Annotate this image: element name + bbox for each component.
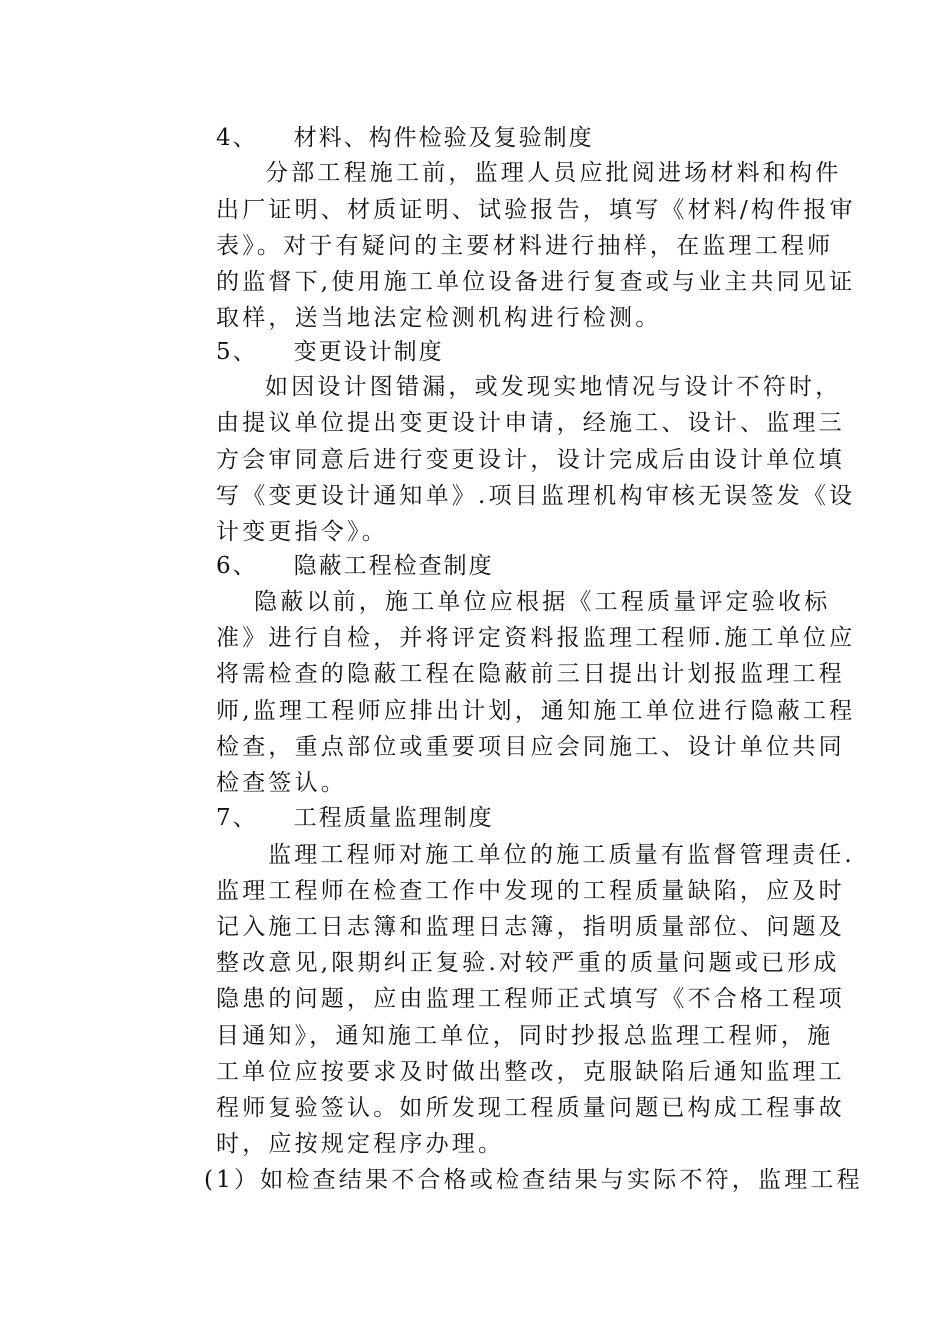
- section-6-number: 6、: [216, 553, 258, 579]
- section-7-line-6: 目通知》，通知施工单位，同时抄报总监理工程师，施: [216, 1023, 834, 1049]
- section-6-title: 隐蔽工程检查制度: [293, 553, 494, 579]
- list-item-1: (1）如检查结果不合格或检查结果与实际不符，监理工程: [204, 1167, 863, 1193]
- section-5-heading: [216, 334, 444, 370]
- section-6-line-4: 师,监理工程师应排出计划，通知施工单位进行隐蔽工程: [216, 698, 856, 724]
- section-4-line-1: 分部工程施工前，监理人员应批阅进场材料和构件: [265, 160, 842, 186]
- section-5-line-3: 方会审同意后进行变更设计，设计完成后由设计单位填: [216, 447, 845, 473]
- section-5-line-1: 如因设计图错漏，或发现实地情况与设计不符时，: [265, 374, 842, 400]
- section-7-line-3: 记入施工日志簿和监理日志簿，指明质量部位、问题及: [216, 914, 845, 940]
- section-6-line-1: 隐蔽以前，施工单位应根据《工程质量评定验收标: [254, 589, 831, 615]
- section-6-line-6: 检查签认。: [216, 770, 347, 796]
- section-7-title: 工程质量监理制度: [293, 805, 494, 831]
- section-7-line-5: 隐患的问题，应由监理工程师正式填写《不合格工程项: [216, 986, 845, 1012]
- section-5-line-4: 写《变更设计通知单》.项目监理机构审核无误签发《设: [216, 483, 856, 509]
- section-7-line-1: 监理工程师对施工单位的施工质量有监督管理责任.: [268, 842, 855, 868]
- section-4-heading: [216, 120, 594, 156]
- section-7-heading: [216, 800, 494, 836]
- section-6-line-2: 准》进行自检，并将评定资料报监理工程师.施工单位应: [216, 625, 856, 651]
- section-7-line-7: 工单位应按要求及时做出整改，克服缺陷后通知监理工: [216, 1059, 845, 1085]
- section-5-number: 5、: [216, 339, 258, 365]
- section-4-line-4: 的监督下,使用施工单位设备进行复查或与业主共同见证: [216, 269, 856, 295]
- section-5-line-5: 计变更指令》。: [216, 519, 388, 545]
- section-7-line-8: 程师复验签认。如所发现工程质量问题已构成工程事故: [216, 1095, 845, 1121]
- section-4-line-5: 取样，送当地法定检测机构进行检测。: [216, 305, 662, 331]
- section-7-line-2: 监理工程师在检查工作中发现的工程质量缺陷，应及时: [216, 878, 845, 904]
- section-6-line-5: 检查，重点部位或重要项目应会同施工、设计单位共同: [216, 734, 845, 760]
- section-6-line-3: 将需检查的隐蔽工程在隐蔽前三日提出计划报监理工程: [216, 661, 845, 687]
- section-4-number: 4、: [216, 125, 258, 151]
- section-5-line-2: 由提议单位提出变更设计申请，经施工、设计、监理三: [216, 410, 845, 436]
- section-5-title: 变更设计制度: [293, 339, 444, 365]
- section-7-line-9: 时，应按规定程序办理。: [216, 1131, 505, 1157]
- section-4-line-2: 出厂证明、材质证明、试验报告，填写《材料/构件报审: [216, 197, 856, 223]
- section-7-line-4: 整改意见,限期纠正复验.对较严重的质量问题或已形成: [216, 950, 840, 976]
- section-6-heading: [216, 548, 494, 584]
- section-4-line-3: 表》。对于有疑问的主要材料进行抽样，在监理工程师: [216, 233, 834, 259]
- section-7-number: 7、: [216, 805, 258, 831]
- section-4-title: 材料、构件检验及复验制度: [293, 125, 594, 151]
